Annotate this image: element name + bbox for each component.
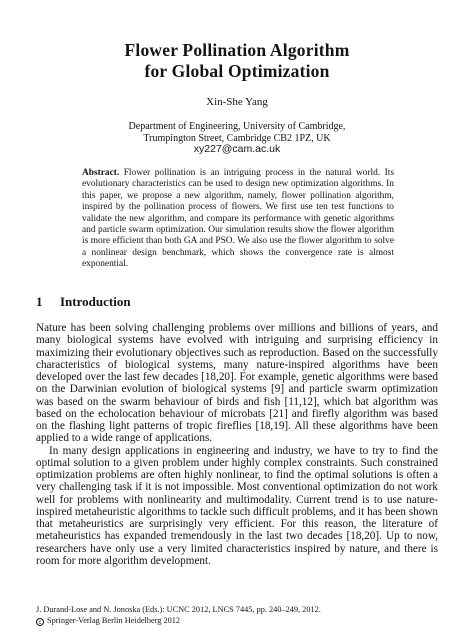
paragraph-2: In many design applications in engineering and industry, we have to try to find the optimal solution to a given problem under highly complex constraints. Such constrained optimization problems are often highly nonlinear, to find the optimal solutions is often a very challenging task if it is not impossible. Most conventional optimization do not work well for problems with nonlinearity and multimodality. Current trend is to use nature-inspired metaheuristic algorithms to tackle such difficult problems, and it has been shown that metaheuristics are surprisingly very efficient. For this reason, the literature of metaheuristics has expanded tremendously in the last two decades [18,20]. Up to now, researchers have only use a very limited characteristics inspired by nature, and there is room for more algorithm development. bbox=[36, 444, 438, 567]
section-body bbox=[36, 322, 438, 567]
footer-line-2 bbox=[36, 616, 321, 627]
footer-citation bbox=[36, 605, 321, 626]
title-line-2: for Global Optimization bbox=[144, 61, 330, 81]
paper-title bbox=[0, 40, 474, 82]
section-title: Introduction bbox=[60, 294, 131, 309]
footer-line-1: J. Durand-Lose and N. Jonoska (Eds.): UCNC 2012, LNCS 7445, pp. 240–249, 2012. bbox=[36, 605, 321, 614]
abstract-text: Flower pollination is an intriguing process in the natural world. Its evolutionary characteristics can be used to design new optimization algorithms. In this paper, we propose a new algorithm, namely, flower pollination algorithm, inspired by the pollination process of flowers. We first use ten test functions to validate the new algorithm, and compare its performance with genetic algorithms and particle swarm optimization. Our simulation results show the flower algorithm is more efficient than both GA and PSO. We also use the flower algorithm to solve a nonlinear design benchmark, which shows the convergence rate is almost exponential. bbox=[82, 168, 395, 270]
abstract bbox=[82, 168, 394, 271]
affiliation-line-1: Department of Engineering, University of Cambridge, bbox=[128, 121, 346, 132]
affiliation bbox=[0, 121, 474, 156]
copyright-icon: c bbox=[36, 618, 44, 626]
section-number: 1 bbox=[36, 294, 43, 309]
title-line-1: Flower Pollination Algorithm bbox=[124, 40, 350, 60]
abstract-label: Abstract. bbox=[82, 168, 120, 178]
affiliation-line-2: Trumpington Street, Cambridge CB2 1PZ, UK bbox=[143, 132, 331, 144]
paragraph-1: Nature has been solving challenging problems over millions and billions of years, and many biological systems have evolved with intriguing and surprising efficiency in maximizing their evolutionary objectives such as reproduction. Based on the successfully characteristics of biological systems, many nature-inspired algorithms have been developed over the last few decades [18,20]. For example, genetic algorithms were based on the Darwinian evolution of biological systems [9] and particle swarm optimization was based on the swarm behaviour of birds and fish [11,12], which bat algorithm was based on the echolocation behaviour of microbats [21] and firefly algorithm was based on the flashing light patterns of tropic fireflies [18,19]. All these algorithms have been applied to a wide range of applications. bbox=[36, 322, 438, 445]
footer-publisher: Springer-Verlag Berlin Heidelberg 2012 bbox=[47, 615, 181, 625]
author-email: xy227@cam.ac.uk bbox=[193, 143, 281, 155]
section-heading bbox=[36, 294, 131, 310]
author-name: Xin-She Yang bbox=[206, 96, 268, 108]
